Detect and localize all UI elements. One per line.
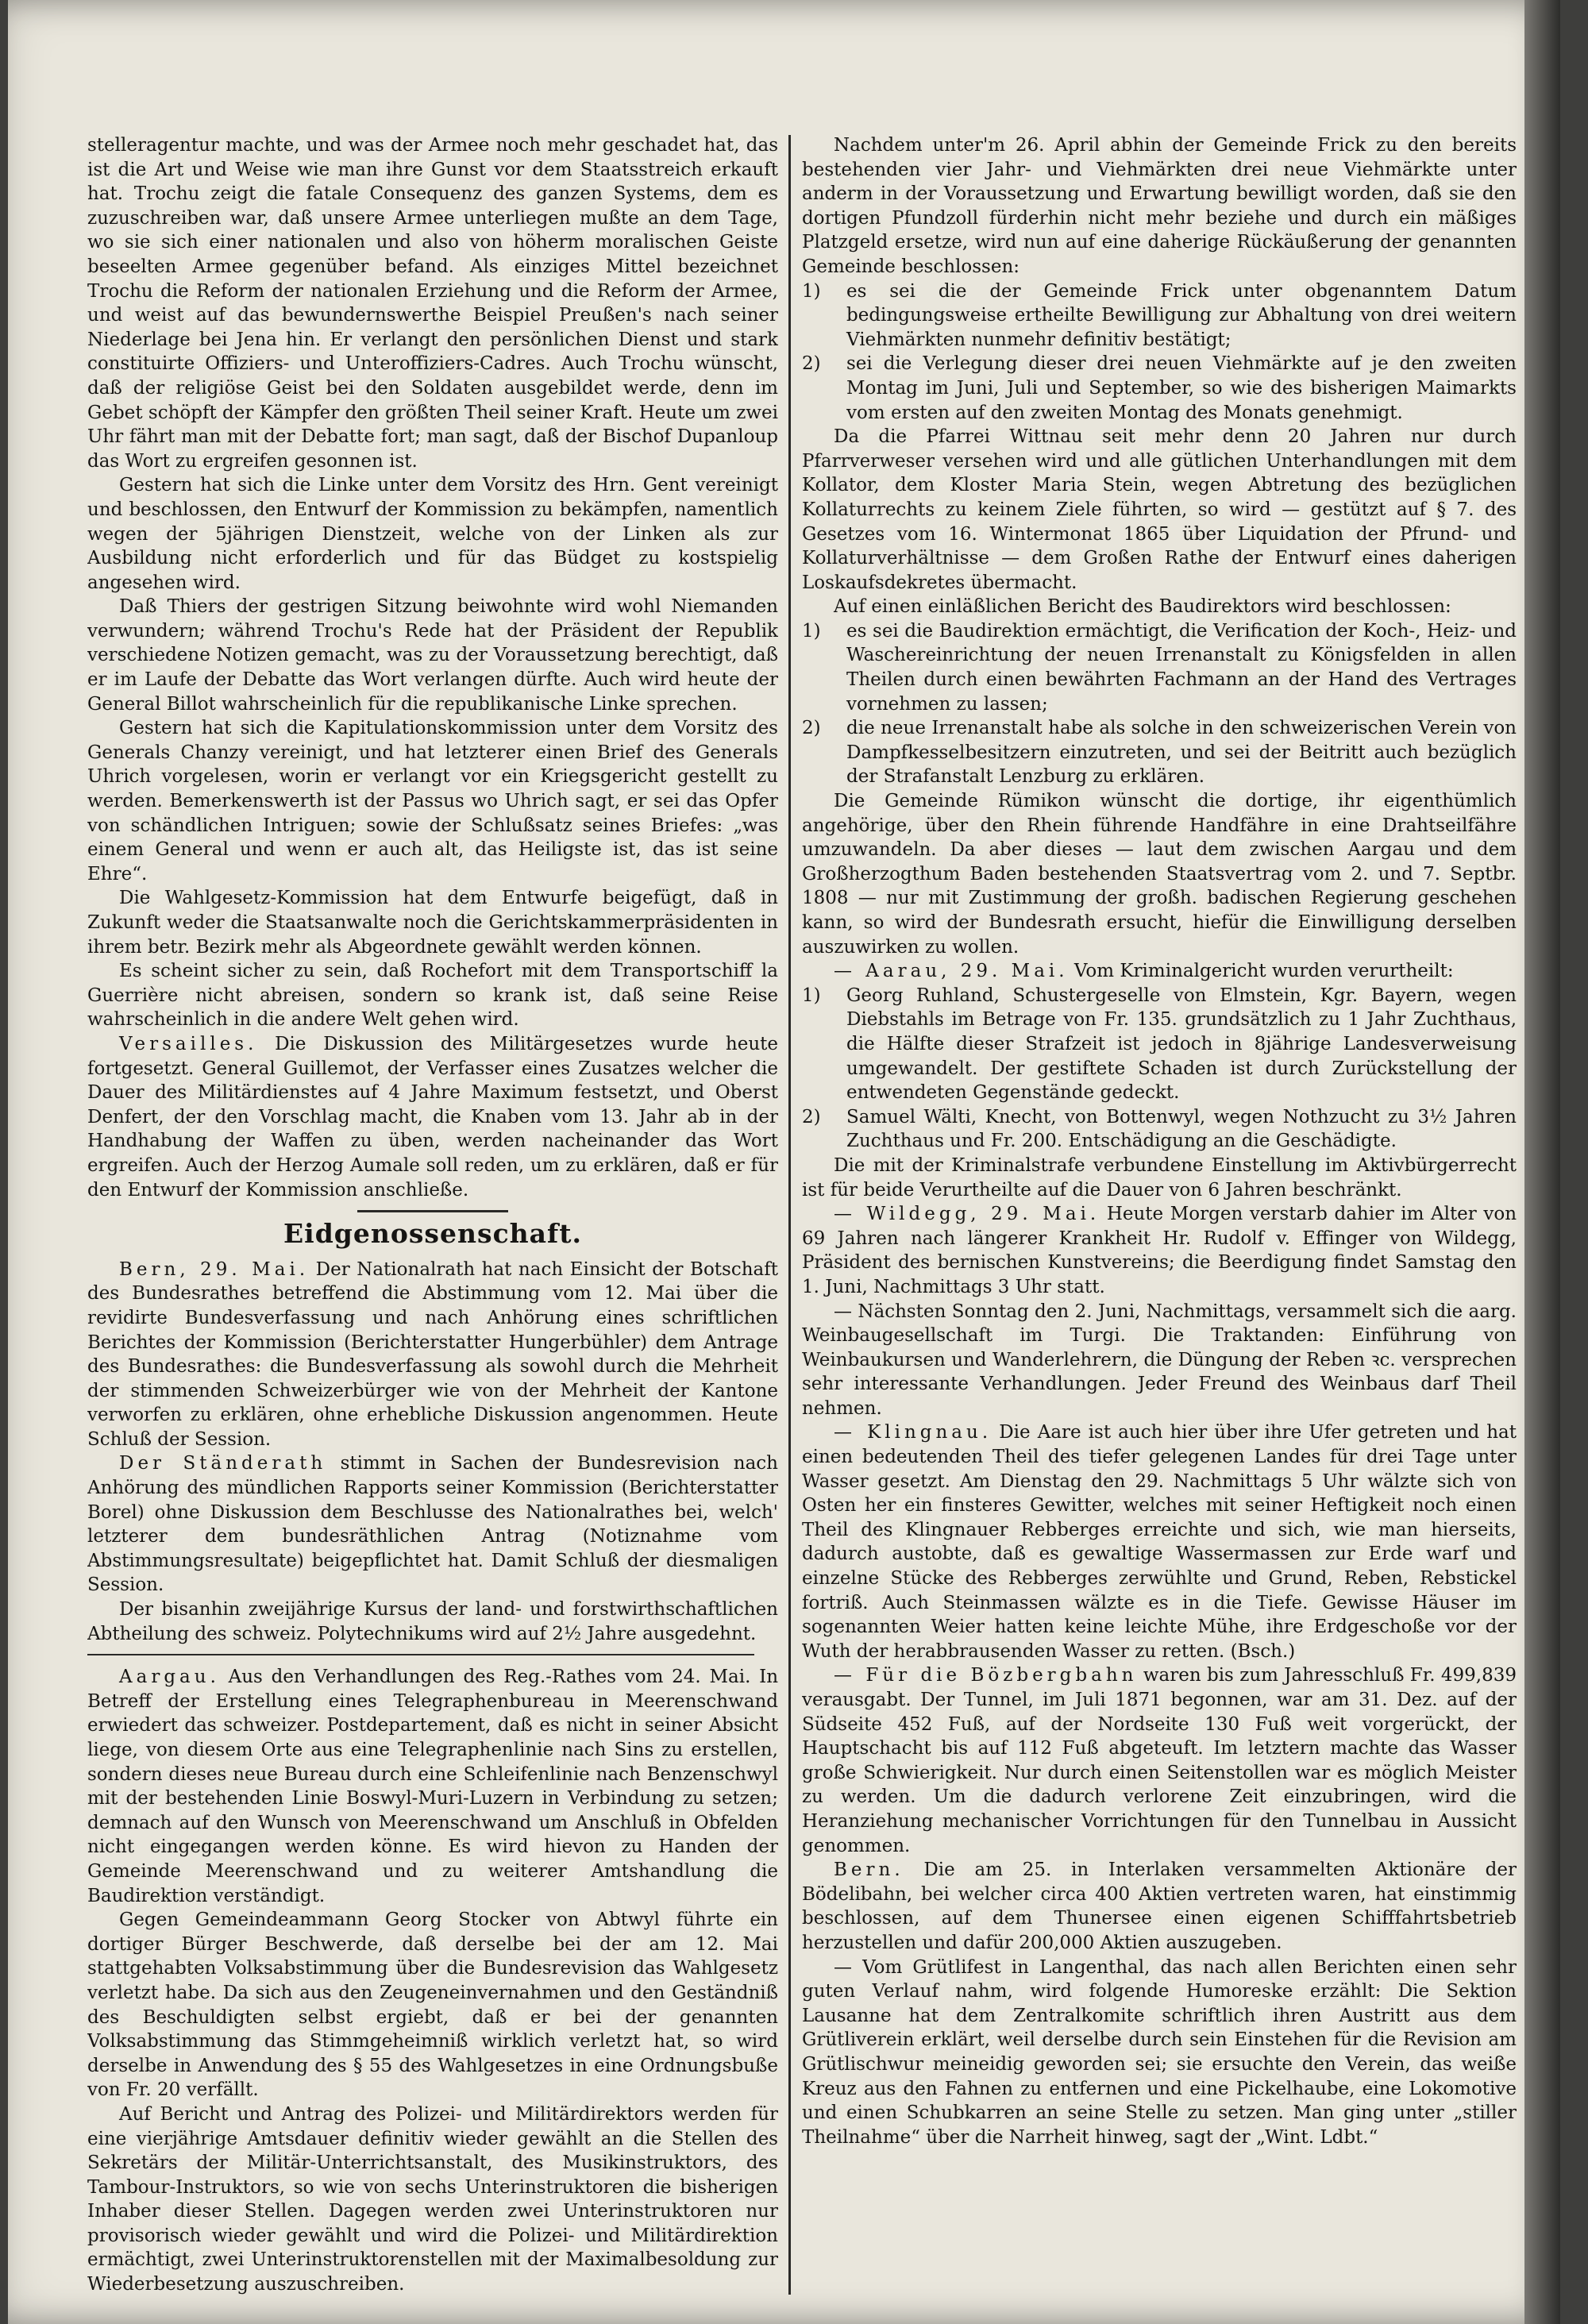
list-number: 1) xyxy=(802,280,821,302)
list-item xyxy=(802,1105,1517,1154)
dateline: — Wildegg, 29. Mai. xyxy=(834,1204,1100,1225)
list-text: es sei die Baudirektion ermächtigt, die Verification der Koch-, Heiz- und Waschereinrichtung der neuen Irrenanstalt zu Königsfelden in allen Theilen durch einen bewährten Fachmann an der Hand des Vertrages vornehmen zu lassen; xyxy=(846,620,1517,715)
paragraph xyxy=(802,1663,1517,1858)
page-binding-edge xyxy=(1524,0,1560,2324)
paragraph xyxy=(87,1451,778,1598)
paragraph-body: Die Aare ist auch hier über ihre Ufer getreten und hat einen bedeutenden Theil des tiefer gelegenen Landes für drei Tage unter Wasser gesetzt. Am Dienstag den 29. Nachmittags 5 Uhr wälzte sich von Osten her ein finsteres Gewitter, welches mit seiner Heftigkeit noch einen Theil des Klingnauer Rebberges erreichte und sich, wie man hierseits, dadurch austobte, daß es gewaltige Wassermassen zur Erde warf und einzelne Stücke des Rebberges zerwühlte und Grund, Reben, Rebstickel fortriß. Auch Steinmassen wälzte es in die Tiefe. Gewisse Häuser im sogenannten Weier hatten keine leichte Mühe, ihre Erdgeschoße vor der Wuth der herabbrausenden Wasser zu retten. (Bsch.) xyxy=(802,1422,1517,1662)
list-number: 2) xyxy=(802,718,821,739)
dateline: — Klingnau. xyxy=(834,1422,992,1443)
section-rule xyxy=(357,1210,508,1212)
paragraph: Die Gemeinde Rümikon wünscht die dortige, ihr eigenthümlich angehörige, über den Rhein führende Handfähre in eine Drahtseilfähre umzuwandeln. Da aber dieses — laut dem zwischen Aargau und dem Großherzogthum Baden bestehenden Staatsvertrag vom 2. und 7. Septbr. 1808 — nur mit Zustimmung der großh. badischen Regierung geschehen kann, so wird der Bundesrath ersucht, hiefür die Einwilligung derselben auszuwirken zu wollen. xyxy=(802,791,1517,958)
list-text: sei die Verlegung dieser drei neuen Viehmärkte auf je den zweiten Montag im Juni, Juli und September, so wie des bisherigen Maimarkts vom ersten auf den zweiten Montag des Monats genehmigt. xyxy=(846,353,1517,423)
list-item xyxy=(802,984,1517,1105)
list-item xyxy=(802,279,1517,353)
paragraph xyxy=(802,1420,1517,1663)
list-text: die neue Irrenanstalt habe als solche in den schweizerischen Verein von Dampfkesselbesitzern einzutreten, und sei der Beitritt auch bezüglich der Strafanstalt Lenzburg zu erklären. xyxy=(846,718,1517,788)
section-heading: Eidgenossenschaft. xyxy=(283,1218,582,1250)
paragraph: Gestern hat sich die Linke unter dem Vorsitz des Hrn. Gent vereinigt und beschlossen, den Entwurf der Kommission zu bekämpfen, namentlich wegen der 5jährigen Dienstzeit, welche von der Linken als zur Ausbildung nicht erforderlich und für das Büdget zu kostspielig angesehen wird. xyxy=(87,475,778,593)
paragraph-body: Die am 25. in Interlaken versammelten Aktionäre der Bödelibahn, bei welcher circa 400 Aktien vertreten waren, hat einstimmig beschlossen, auf dem Thunersee einen eigenen Schifffahrtsbetrieb herzustellen und dafür 200,000 Aktien auszugeben. xyxy=(802,1860,1517,1953)
dateline: Bern. xyxy=(834,1860,904,1881)
paragraph-body: Der Nationalrath hat nach Einsicht der Botschaft des Bundesrathes betreffend die Abstimmung vom 12. Mai über die revidirte Bundesverfassung und nach Anhörung eines schriftlichen Berichtes der Kommission (Berichterstatter Hungerbühler) dem Antrage des Bundesrathes: die Bundesverfassung als sowohl durch die Mehrheit der stimmenden Schweizerbürger wie von der Mehrheit der Kantone verworfen zu erklären, ohne erhebliche Diskussion angenommen. Heute Schluß der Session. xyxy=(87,1258,778,1450)
paragraph: Nachdem unter'm 26. April abhin der Gemeinde Frick zu den bereits bestehenden vier Jahr- und Viehmärkten drei neue Viehmärkte unter anderm in der Voraussetzung und Erwartung bewilligt worden, daß sie den dortigen Pfundzoll fürderhin nicht mehr beziehe und durch ein mäßiges Platzgeld ersetze, wird nun auf eine daherige Rückäußerung der genannten Gemeinde beschlossen: xyxy=(802,135,1517,277)
dateline: Aargau. xyxy=(119,1667,220,1688)
dateline: Der Ständerath xyxy=(119,1453,327,1474)
list-text: es sei die der Gemeinde Frick unter obgenanntem Datum bedingungsweise ertheilte Bewilligung zur Abhaltung von drei weitern Viehmärkten nunmehr definitiv bestätigt; xyxy=(846,280,1517,350)
paragraph xyxy=(87,1032,778,1202)
paragraph xyxy=(802,1202,1517,1299)
right-column xyxy=(802,133,1517,2309)
paragraph: Auf Bericht und Antrag des Polizei- und Militärdirektors werden für eine vierjährige Amtsdauer definitiv wieder gewählt an die Stellen des Sekretärs der Militär-Unterrichtsanstalt, des Musikinstruktors, des Tambour-Instruktors, so wie von sechs Unterinstruktoren die bisherigen Inhaber dieser Stellen. Dagegen werden zwei Unterinstruktoren nur provisorisch wieder gewählt und wird die Polizei- und Militärdirektion ermächtigt, zwei Unterinstruktorenstellen mit der Maximalbesoldung zur Wiederbesetzung auszuschreiben. xyxy=(87,2103,778,2295)
list-item xyxy=(802,619,1517,716)
paragraph-body: waren bis zum Jahresschluß Fr. 499,839 verausgabt. Der Tunnel, im Juli 1871 begonnen, war am 31. Dez. auf der Südseite 452 Fuß, auf der Nordseite 130 Fuß weit vorgerückt, der Hauptschacht bis auf 112 Fuß abgeteuft. Im letztern machte das Wasser große Schwierigkeit. Nur durch einen Seitenstollen war es möglich Meister zu werden. Um die dadurch verlorene Zeit einzubringen, wird die Heranziehung mechanischer Vorrichtungen für den Tunnelbau in Aussicht genommen. xyxy=(802,1665,1517,1856)
paragraph xyxy=(87,1258,778,1452)
paragraph: stelleragentur machte, und was der Armee noch mehr geschadet hat, das ist die Art und Weise wie man ihre Gunst vor dem Staatsstreich erkauft hat. Trochu zeigt die fatale Consequenz des ganzen Systems, dem es zuzuschreiben war, daß unsere Armee unterliegen mußte an dem Tage, wo sie sich einer nationalen und also von höherm moralischen Geiste beseelten Armee gegenüber befand. Als einziges Mittel bezeichnet Trochu die Reform der nationalen Erziehung und die Reform der Armee, und weist auf das bewundernswerthe Beispiel Preußen's nach seiner Niederlage bei Jena hin. Er verlangt den persönlichen Dienst und stark constituirte Offiziers- und Unteroffiziers-Cadres. Auch Trochu wünscht, daß der religiöse Geist bei den Soldaten ausgebildet werde, denn im Gebet schöpft der Kämpfer den größten Theil seiner Kraft. Heute um zwei Uhr fährt man mit der Debatte fort; man sagt, daß der Bischof Dupanloup das Wort zu ergreifen gesonnen ist. xyxy=(87,135,778,472)
paragraph: Auf einen einläßlichen Bericht des Baudirektors wird beschlossen: xyxy=(834,596,1451,618)
list-number: 2) xyxy=(802,353,821,375)
paragraph: Gestern hat sich die Kapitulationskommission unter dem Vorsitz des Generals Chanzy vereinigt, und hat letzterer einen Brief des Generals Uhrich vorgelesen, worin er verlangt vor ein Kriegsgericht gestellt zu werden. Bemerkenswerth ist der Passus wo Uhrich sagt, er sei das Opfer von schändlichen Intriguen; sowie der Schlußsatz seines Briefes: „was einem General und wenn er auch alt, das Heiligste ist, das ist seine Ehre“. xyxy=(87,718,778,885)
paragraph-body: stimmt in Sachen der Bundesrevision nach Anhörung des mündlichen Rapports seiner Kommission (Berichterstatter Borel) ohne Diskussion dem Beschlusse des Nationalrathes bei, welch' letzterer dem bundesräthlichen Antrag (Notiznahme vom Abstimmungsresultate) beigepflichtet hat. Damit Schluß der diesmaligen Session. xyxy=(87,1453,778,1596)
paragraph: — Vom Grütlifest in Langenthal, das nach allen Berichten einen sehr guten Verlauf nahm, wird folgende Humoreske erzählt: Die Sektion Lausanne hat dem Zentralkomite schriftlich ihren Austritt aus dem Grütliverein erklärt, weil derselbe durch sein Einstehen für die Revision am Grütlischwur meineidig geworden sei; sie ersuchte den Verein, das weiße Kreuz aus den Fahnen zu entfernen und eine Pickelhaube, eine Lokomotive und einen Schubkarren an seine Stelle zu setzen. Man ging unter „stiller Theilnahme“ über die Narrheit hinweg, sagt der „Wint. Ldbt.“ xyxy=(802,1956,1517,2148)
dateline: Bern, 29. Mai. xyxy=(119,1258,310,1280)
paragraph-body: Heute Morgen verstarb dahier im Alter von 69 Jahren nach längerer Krankheit Hr. Rudolf v. Effinger von Wildegg, Präsident des bernischen Kunstvereins; die Beerdigung findet Samstag den 1. Juni, Nachmittags 3 Uhr statt. xyxy=(802,1204,1517,1297)
paragraph: Der bisanhin zweijährige Kursus der land- und forstwirthschaftlichen Abtheilung des schweiz. Polytechnikums wird auf 2½ Jahre ausgedehnt. xyxy=(87,1599,778,1644)
list-item xyxy=(802,352,1517,425)
paragraph xyxy=(802,1858,1517,1955)
left-column xyxy=(87,133,778,2309)
list-number: 2) xyxy=(802,1106,821,1127)
dateline: Versailles. xyxy=(119,1033,258,1054)
paragraph-body: Aus den Verhandlungen des Reg.-Rathes vom 24. Mai. In Betreff der Erstellung eines Telegraphenbureau in Meerenschwand erwiedert das schweizer. Postdepartement, daß es nicht in seiner Absicht liege, von diesem Orte aus eine Telegraphenlinie nach Sins zu erstellen, sondern dieses neue Bureau durch eine Schleifenlinie nach Benzenschwyl mit der bestehenden Linie Boswyl-Muri-Luzern in Verbindung zu setzen; demnach auf den Wunsch von Meerenschwand um Anschluß in Obfelden nicht eingegangen werden könne. Es wird hievon zu Handen der Gemeinde Meerenschwand und zu weiterer Amtshandlung die Baudirektion verständigt. xyxy=(87,1667,778,1906)
paragraph: Es scheint sicher zu sein, daß Rochefort mit dem Transportschiff la Guerrière nicht abreisen, sondern so krank ist, daß seine Reise wahrscheinlich in die andere Welt gehen wird. xyxy=(87,961,778,1031)
paragraph xyxy=(87,1665,778,1908)
separator-rule xyxy=(87,1654,754,1655)
list-item xyxy=(802,716,1517,789)
paragraph: Die Wahlgesetz-Kommission hat dem Entwurfe beigefügt, daß in Zukunft weder die Staatsanwalte noch die Gerichtskammerpräsidenten in ihrem betr. Bezirk mehr als Abgeordnete gewählt werden können. xyxy=(87,888,778,958)
paragraph: Die mit der Kriminalstrafe verbundene Einstellung im Aktivbürgerrecht ist für beide Verurtheilte auf die Dauer von 6 Jahren beschränkt. xyxy=(802,1154,1517,1201)
list-number: 1) xyxy=(802,620,821,642)
dateline: — Aarau, 29. Mai. xyxy=(834,961,1069,982)
paragraph-body: Die Diskussion des Militärgesetzes wurde heute fortgesetzt. General Guillemot, der Verfasser eines Zusatzes welcher die Dauer des Militärdienstes auf 4 Jahre Maximum festsetzt, und Oberst Denfert, der den Vorschlag macht, die Knaben vom 13. Jahr ab in der Handhabung der Waffen zu üben, werden nacheinander das Wort ergreifen. Auch der Herzog Aumale soll reden, um zu erklären, daß er für den Entwurf der Kommission anschließe. xyxy=(87,1033,778,1201)
list-text: Georg Ruhland, Schustergeselle von Elmstein, Kgr. Bayern, wegen Diebstahls im Betrage von Fr. 135. grundsätzlich zu 1 Jahr Zuchthaus, die Hälfte dieser Strafzeit ist jedoch in 8jährige Landesverweisung umgewandelt. Der gestiftete Schaden ist durch Zurückstellung der entwendeten Gegenstände gedeckt. xyxy=(846,985,1517,1104)
list-text: Samuel Wälti, Knecht, von Bottenwyl, wegen Nothzucht zu 3½ Jahren Zuchthaus und Fr. 200. Entschädigung an die Geschädigte. xyxy=(846,1106,1517,1152)
dateline: — Für die Bözbergbahn xyxy=(834,1665,1138,1686)
column-divider xyxy=(788,135,791,2295)
paragraph-body: Vom Kriminalgericht wurden verurtheilt: xyxy=(1073,961,1454,982)
paragraph: Daß Thiers der gestrigen Sitzung beiwohnte wird wohl Niemanden verwundern; während Trochu's Rede hat der Präsident der Republik verschiedene Notizen gemacht, was zu der Voraussetzung berechtigt, daß er im Laufe der Debatte das Wort verlangen dürfte. Auch wird heute der General Billot wahrscheinlich für die republikanische Linke sprechen. xyxy=(87,596,778,715)
paragraph: Da die Pfarrei Wittnau seit mehr denn 20 Jahren nur durch Pfarrverweser versehen wird und alle gütlichen Unterhandlungen mit dem Kollator, dem Kloster Maria Stein, wegen Abtretung des bezüglichen Kollaturrechts zu keinem Ziele führten, so wird — gestützt auf § 7. des Gesetzes vom 16. Wintermonat 1865 über Liquidation der Pfrund- und Kollaturverhältnisse — dem Großen Rathe der Entwurf eines daherigen Loskaufsdekretes übermacht. xyxy=(802,426,1517,593)
paragraph: — Nächsten Sonntag den 2. Juni, Nachmittags, versammelt sich die aarg. Weinbaugesellschaft im Turgi. Die Traktanden: Einführung von Weinbaukursen und Wanderlehrern, die Düngung der Reben ꝛc. versprechen sehr interessante Verhandlungen. Jeder Freund des Weinbaus darf Theil nehmen. xyxy=(802,1301,1517,1419)
list-number: 1) xyxy=(802,985,821,1006)
paragraph: Gegen Gemeindeammann Georg Stocker von Abtwyl führte ein dortiger Bürger Beschwerde, daß derselbe bei der am 12. Mai stattgehabten Volksabstimmung über die Bundesrevision das Wahlgesetz verletzt habe. Da sich aus den Zeugeneinvernahmen und den Geständniß des Beschuldigten selbst ergiebt, daß er bei der genannten Volksabstimmung das Stimmgeheimniß wirklich verletzt hat, so wird derselbe in Anwendung des § 55 des Wahlgesetzes in eine Ordnungsbuße von Fr. 20 verfällt. xyxy=(87,1910,778,2101)
newspaper-page xyxy=(8,0,1560,2324)
paragraph xyxy=(802,959,1517,984)
